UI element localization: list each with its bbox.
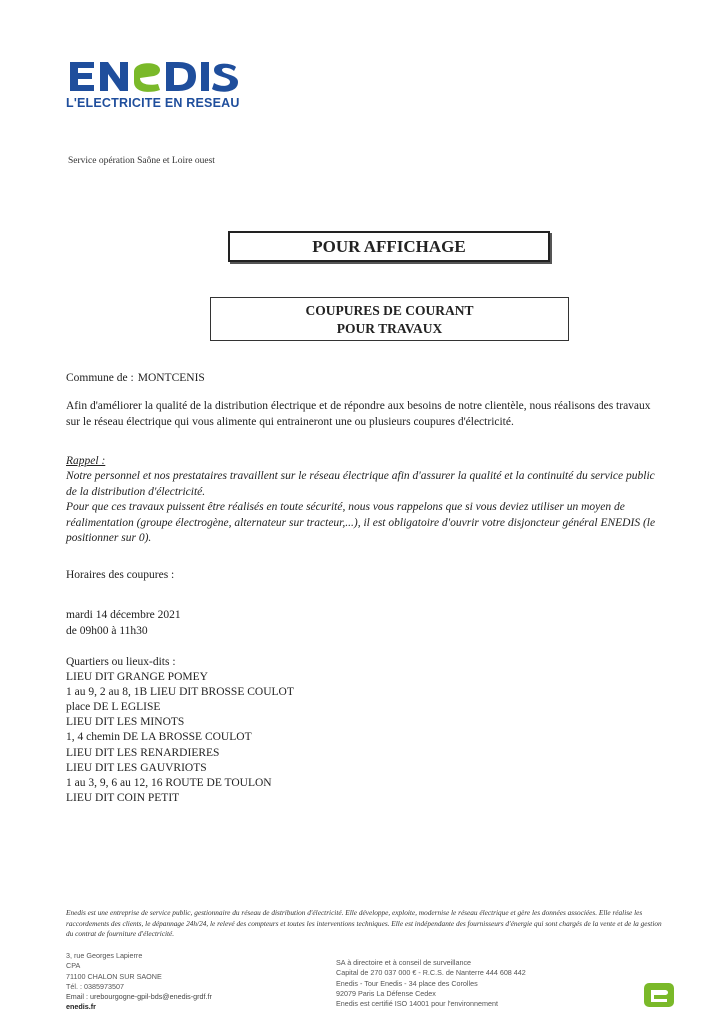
schedule-date: mardi 14 décembre 2021	[66, 609, 181, 621]
company-line-2: Capital de 270 037 000 € - R.C.S. de Nanterre 444 608 442	[336, 968, 526, 978]
address-email[interactable]: Email : urebourgogne-gpil-bds@enedis-grdf.fr	[66, 992, 212, 1002]
address-tel: Tél. : 0385973507	[66, 981, 124, 991]
quartiers-section	[66, 655, 294, 806]
footer-address	[66, 951, 212, 1013]
affichage-box	[228, 231, 550, 262]
rappel-paragraph-1: Notre personnel et nos prestataires travaillent sur le réseau électrique afin d'assurer la qualité et la continuité du service public de la distribution d'électricité.	[66, 470, 655, 498]
website-link[interactable]: enedis.fr	[66, 1002, 96, 1012]
address-street: 3, rue Georges Lapierre	[66, 951, 143, 960]
legal-notice: Enedis est une entreprise de service public, gestionnaire du réseau de distribution d'électricité. Elle développe, exploite, modernise le réseau électrique et gère les données associées. Elle réalise les raccordements des clients, le dépannage 24h/24, le relevé des compteurs et toutes les interventions techniques. Elle est indépendante des fournisseurs d'énergie qui sont chargés de la vente et de la gestion du contrat de fourniture d'électricité.	[66, 908, 662, 938]
enedis-badge-icon	[640, 982, 678, 1008]
company-line-4: 92079 Paris La Défense Cedex	[336, 988, 436, 998]
coupures-title-line2: POUR TRAVAUX	[336, 321, 443, 336]
company-line-3: Enedis - Tour Enedis - 34 place des Corolles	[336, 978, 478, 988]
list-item: LIEU DIT LES MINOTS	[66, 716, 185, 729]
quartiers-title: Quartiers ou lieux-dits :	[66, 656, 176, 668]
affichage-title: POUR AFFICHAGE	[312, 237, 466, 256]
commune-value: MONTCENIS	[137, 372, 205, 384]
rappel-title: Rappel :	[66, 455, 106, 467]
list-item: LIEU DIT LES RENARDIERES	[66, 746, 220, 759]
intro-paragraph: Afin d'améliorer la qualité de la distribution électrique et de répondre aux besoins de notre clientèle, nous réalisons des travaux sur le réseau électrique qui vous alimente qui entraineront une ou plusieurs coupures d'électricité.	[66, 400, 651, 428]
list-item: LIEU DIT COIN PETIT	[66, 791, 180, 804]
address-city: 71100 CHALON SUR SAONE	[66, 971, 162, 981]
list-item: place DE L EGLISE	[66, 701, 161, 714]
footer-company	[336, 958, 526, 1009]
logo-tagline: L'ELECTRICITE EN RESEAU	[66, 96, 240, 110]
commune	[66, 372, 209, 384]
list-item: LIEU DIT LES GAUVRIOTS	[66, 761, 207, 774]
schedule	[66, 608, 181, 639]
list-item: 1 au 9, 2 au 8, 1B LIEU DIT BROSSE COULOT	[66, 686, 294, 699]
company-line-5: Enedis est certifié ISO 14001 pour l'environnement	[336, 999, 498, 1009]
list-item: 1 au 3, 9, 6 au 12, 16 ROUTE DE TOULON	[66, 776, 272, 789]
rappel-section	[66, 454, 666, 546]
list-item: 1, 4 chemin DE LA BROSSE COULOT	[66, 731, 252, 744]
address-cpa: CPA	[66, 961, 81, 971]
commune-label: Commune de :	[66, 372, 134, 384]
horaires-label: Horaires des coupures :	[66, 569, 175, 581]
list-item: LIEU DIT GRANGE POMEY	[66, 671, 208, 684]
rappel-paragraph-2: Pour que ces travaux puissent être réalisés en toute sécurité, nous vous rappelons que si vous deviez utiliser un moyen de réalimentation (groupe électrogène, alternateur sur tracteur,...), il est obligatoire d'ouvrir votre disjoncteur général ENEDIS (le positionner sur 0).	[66, 501, 656, 545]
schedule-hours: de 09h00 à 11h30	[66, 624, 148, 637]
service-name: Service opération Saône et Loire ouest	[68, 156, 215, 166]
company-line-1: SA à directoire et à conseil de surveillance	[336, 958, 472, 967]
coupures-title-line1: COUPURES DE COURANT	[305, 303, 474, 318]
coupures-box	[210, 297, 569, 341]
